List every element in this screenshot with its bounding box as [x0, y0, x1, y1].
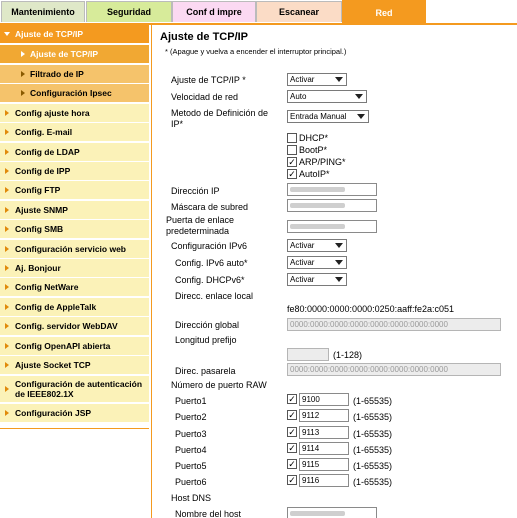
- hostname-input[interactable]: [287, 507, 377, 518]
- speed-select[interactable]: [287, 90, 367, 103]
- ip-address-label: Dirección IP: [171, 186, 220, 196]
- sidebar-item-label: Config FTP: [15, 185, 61, 195]
- speed-select-value: Auto: [290, 92, 307, 101]
- arrow-right-icon: [5, 362, 9, 368]
- ipv6-auto-label: Config. IPv6 auto*: [175, 258, 248, 268]
- sidebar-item-label: Configuración servicio web: [15, 244, 126, 254]
- autoip-label: AutoIP*: [299, 169, 330, 179]
- arrow-right-icon: [5, 129, 9, 135]
- ipv6-select-value: Activar: [290, 241, 315, 250]
- method-label: Metodo de Definición de IP*: [171, 108, 269, 129]
- chevron-down-icon: [355, 94, 363, 99]
- sidebar-item-label: Filtrado de IP: [30, 69, 84, 79]
- global-address-label: Dirección global: [175, 320, 240, 330]
- method-select-value: Entrada Manual: [290, 112, 347, 121]
- tcpip-label: Ajuste de TCP/IP *: [171, 75, 246, 85]
- port3-input[interactable]: 9113: [299, 426, 349, 439]
- chevron-down-icon: [335, 243, 343, 248]
- port2-input[interactable]: 9112: [299, 409, 349, 422]
- port4-checkbox[interactable]: ✓: [288, 443, 296, 453]
- arp-ping-checkbox[interactable]: ✓: [288, 157, 296, 167]
- sidebar-item-label: Aj. Bonjour: [15, 263, 61, 273]
- arrow-right-icon: [5, 304, 9, 310]
- tcpip-select-value: Activar: [290, 75, 315, 84]
- sidebar-item-label: Config de AppleTalk: [15, 302, 97, 312]
- port3-label: Puerto3: [175, 429, 207, 439]
- port2-checkbox[interactable]: ✓: [288, 410, 296, 420]
- sidebar-item-label: Configuración JSP: [15, 408, 92, 418]
- arrow-right-icon: [21, 90, 25, 96]
- sidebar-item-label: Configuración de autenticación de IEEE802.1X: [15, 378, 143, 399]
- restart-note: * (Apague y vuelva a encender el interruptor principal.): [165, 47, 347, 56]
- prefix-length-input[interactable]: [287, 348, 329, 361]
- arrow-right-icon: [5, 187, 9, 193]
- sidebar-item-label: Config de IPP: [15, 166, 71, 176]
- arrow-right-icon: [5, 284, 9, 290]
- prefix-range: (1-128): [333, 350, 363, 360]
- tab-conf-impre[interactable]: Conf d impre: [172, 1, 256, 22]
- bootp-label: BootP*: [299, 145, 328, 155]
- method-select[interactable]: [287, 110, 369, 123]
- port5-checkbox[interactable]: ✓: [288, 459, 296, 469]
- port2-label: Puerto2: [175, 412, 207, 422]
- chevron-down-icon: [335, 260, 343, 265]
- redacted-value: [290, 224, 345, 229]
- gateway-input[interactable]: [287, 220, 377, 233]
- arrow-right-icon: [5, 410, 9, 416]
- chevron-down-icon: [335, 77, 343, 82]
- sidebar-item-webdav[interactable]: [0, 317, 149, 336]
- port1-checkbox[interactable]: ✓: [288, 394, 296, 404]
- sidebar-item-ipp[interactable]: [0, 162, 149, 181]
- port5-label: Puerto5: [175, 461, 207, 471]
- bootp-checkbox[interactable]: [287, 145, 297, 155]
- arrow-right-icon: [21, 71, 25, 77]
- arrow-right-icon: [5, 226, 9, 232]
- raw-port-label: Número de puerto RAW: [171, 380, 267, 390]
- sidebar-border: [151, 25, 152, 518]
- tab-mantenimiento[interactable]: Mantenimiento: [1, 1, 85, 22]
- sidebar-item-label: Config. servidor WebDAV: [15, 321, 118, 331]
- sidebar-item-label: Config. E-mail: [15, 127, 73, 137]
- tab-seguridad[interactable]: Seguridad: [86, 1, 172, 22]
- sidebar-item-openapi[interactable]: [0, 337, 149, 356]
- port5-input[interactable]: 9115: [299, 458, 349, 471]
- main-content: [153, 25, 517, 518]
- ip-address-input[interactable]: [287, 183, 377, 196]
- sidebar-item-label: Ajuste de TCP/IP: [30, 49, 99, 59]
- sidebar-item-smb[interactable]: [0, 220, 149, 239]
- tcpip-select[interactable]: [287, 73, 347, 86]
- sidebar-item-servicio-web[interactable]: [0, 240, 149, 259]
- subnet-mask-input[interactable]: [287, 199, 377, 212]
- port6-label: Puerto6: [175, 477, 207, 487]
- ipv6-select[interactable]: [287, 239, 347, 252]
- port1-label: Puerto1: [175, 396, 207, 406]
- port2-range: (1-65535): [353, 412, 393, 422]
- dhcpv6-label: Config. DHCPv6*: [175, 275, 245, 285]
- top-tab-bar: [0, 0, 517, 24]
- prefix-length-label: Longitud prefijo: [175, 335, 237, 345]
- sidebar-item-label: Config SMB: [15, 224, 64, 234]
- port4-range: (1-65535): [353, 445, 393, 455]
- dhcpv6-select[interactable]: [287, 273, 347, 286]
- sidebar-subitem-ajuste-tcpip[interactable]: [0, 45, 149, 64]
- sidebar-item-label: Config ajuste hora: [15, 108, 90, 118]
- arrow-right-icon: [5, 110, 9, 116]
- sidebar-item-ajuste-hora[interactable]: [0, 104, 149, 123]
- sidebar-item-email[interactable]: [0, 123, 149, 142]
- arrow-right-icon: [5, 386, 9, 392]
- port6-input[interactable]: 9116: [299, 474, 349, 487]
- ipv6-auto-select-value: Activar: [290, 258, 315, 267]
- global-address-input[interactable]: 0000:0000:0000:0000:0000:0000:0000:0000: [287, 318, 501, 331]
- port3-checkbox[interactable]: ✓: [288, 427, 296, 437]
- sidebar-item-ajuste-tcpip[interactable]: [0, 25, 149, 44]
- arrow-right-icon: [5, 323, 9, 329]
- sidebar-item-snmp[interactable]: [0, 201, 149, 220]
- port6-checkbox[interactable]: ✓: [288, 475, 296, 485]
- sidebar-divider: [0, 428, 149, 429]
- chevron-down-icon: [335, 277, 343, 282]
- port4-input[interactable]: 9114: [299, 442, 349, 455]
- ipv6-label: Configuración IPv6: [171, 241, 248, 251]
- port4-label: Puerto4: [175, 445, 207, 455]
- chevron-down-icon: [357, 114, 365, 119]
- sidebar: [0, 25, 153, 518]
- arrow-right-icon: [5, 265, 9, 271]
- arrow-right-icon: [5, 149, 9, 155]
- sidebar-item-label: Ajuste de TCP/IP: [15, 29, 84, 39]
- arp-ping-label: ARP/PING*: [299, 157, 346, 167]
- sidebar-item-label: Ajuste SNMP: [15, 205, 68, 215]
- autoip-checkbox[interactable]: ✓: [288, 169, 296, 179]
- port1-input[interactable]: 9100: [299, 393, 349, 406]
- sidebar-subitem-filtrado-ip[interactable]: [0, 65, 149, 84]
- arrow-right-icon: [5, 343, 9, 349]
- gateway-label: Puerta de enlace predeterminada: [166, 215, 235, 236]
- sidebar-item-label: Configuración Ipsec: [30, 88, 112, 98]
- redacted-value: [290, 203, 345, 208]
- sidebar-item-bonjour[interactable]: [0, 259, 149, 278]
- sidebar-item-label: Ajuste Socket TCP: [15, 360, 91, 370]
- port3-range: (1-65535): [353, 429, 393, 439]
- page-title: Ajuste de TCP/IP: [160, 31, 249, 43]
- port5-range: (1-65535): [353, 461, 393, 471]
- dhcpv6-select-value: Activar: [290, 275, 315, 284]
- hostname-label: Nombre del host: [175, 509, 242, 518]
- sidebar-item-netware[interactable]: [0, 278, 149, 297]
- sidebar-item-appletalk[interactable]: [0, 298, 149, 317]
- gateway6-input[interactable]: 0000:0000:0000:0000:0000:0000:0000:0000: [287, 363, 501, 376]
- sidebar-item-ftp[interactable]: [0, 181, 149, 200]
- subnet-mask-label: Máscara de subred: [171, 202, 249, 212]
- sidebar-item-label: Config OpenAPI abierta: [15, 341, 111, 351]
- port6-range: (1-65535): [353, 477, 393, 487]
- redacted-value: [290, 187, 345, 192]
- gateway6-label: Direc. pasarela: [175, 366, 236, 376]
- sidebar-item-ieee8021x[interactable]: [0, 376, 149, 403]
- tab-escanear[interactable]: Escanear: [256, 1, 342, 22]
- dhcp-label: DHCP*: [299, 133, 329, 143]
- arrow-right-icon: [21, 51, 25, 57]
- sidebar-item-jsp[interactable]: [0, 404, 149, 423]
- arrow-right-icon: [5, 168, 9, 174]
- sidebar-item-socket-tcp[interactable]: [0, 356, 149, 375]
- link-local-value: fe80:0000:0000:0000:0250:aaff:fe2a:c051: [287, 304, 454, 314]
- arrow-right-icon: [5, 246, 9, 252]
- speed-label: Velocidad de red: [171, 92, 239, 102]
- ipv6-auto-select[interactable]: [287, 256, 347, 269]
- sidebar-item-label: Config NetWare: [15, 282, 79, 292]
- sidebar-subitem-ipsec[interactable]: [0, 84, 149, 103]
- link-local-label: Direcc. enlace local: [175, 291, 254, 301]
- sidebar-item-ldap[interactable]: [0, 143, 149, 162]
- host-dns-label: Host DNS: [171, 493, 212, 503]
- arrow-down-icon: [4, 32, 10, 36]
- redacted-value: [290, 511, 345, 516]
- arrow-right-icon: [5, 207, 9, 213]
- tab-red[interactable]: Red: [342, 0, 426, 24]
- dhcp-checkbox[interactable]: [287, 133, 297, 143]
- sidebar-item-label: Config de LDAP: [15, 147, 80, 157]
- port1-range: (1-65535): [353, 396, 393, 406]
